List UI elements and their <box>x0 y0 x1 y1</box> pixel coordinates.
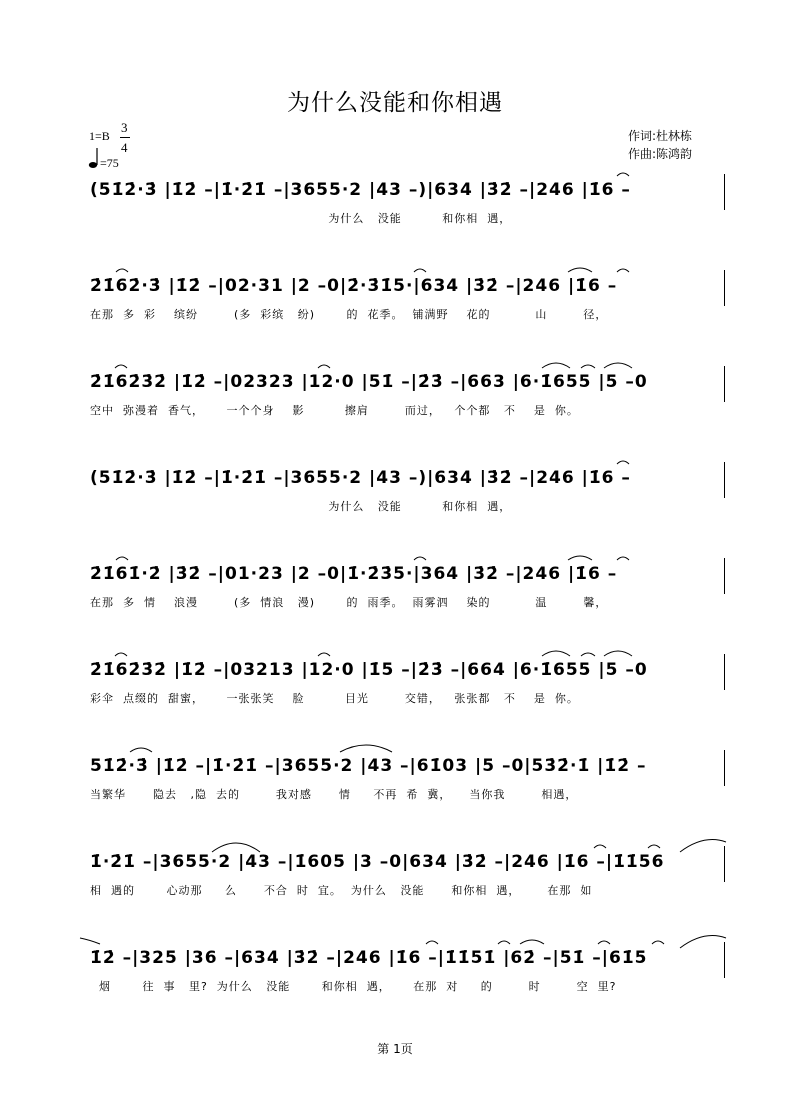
notation-line: 2̇1̇62̇3̇2̇ |1̇2̇ –|02323 |12·0 |51̇ –|2̇3̇ –|663 |6·1̇655 |5 –0 <box>90 372 648 392</box>
lyrics-line: 在那 多 彩 缤纷 (多 彩缤 纷) 的 花季。 铺满野 花的 山 径， <box>90 308 608 321</box>
lyricist-credit: 作词:杜林栋 <box>628 129 693 143</box>
lyrics-line: 烟 往 事 里? 为什么 没能 和你相 遇， 在那 对 的 时 空 里? <box>90 980 617 993</box>
lyrics-line: 为什么 没能 和你相 遇， <box>90 500 512 513</box>
notation-line: 2̇1̇62̇·3̇ |1̇2̇ –|02·31 |2 –0|2̇·3̇1̇5·|634 |3̇2̇ –|246 |1̇6 – <box>90 276 618 296</box>
final-barline <box>724 558 725 594</box>
final-barline <box>724 366 725 402</box>
lyrics-line: 当繁华 隐去 ,隐 去的 我对感 情 不再 希 冀， 当你我 相遇， <box>90 788 578 801</box>
time-signature-divider <box>120 137 130 138</box>
lyrics-line: 相 遇的 心动那 么 不合 时 宜。 为什么 没能 和你相 遇， 在那 如 <box>90 884 593 897</box>
lyrics-line: 为什么 没能 和你相 遇， <box>90 212 512 225</box>
lyrics-line: 空中 弥漫着 香气， 一个个身 影 擦肩 而过， 个个都 不 是 你。 <box>90 404 579 417</box>
staff-system <box>0 660 790 720</box>
notation-line: 1̇2̇ –|325 |36 –|634 |3̇2̇ –|246 |1̇6 –|1̇1̇51̇ |62̇ –|51̇ –|61̇5 <box>90 948 648 968</box>
staff-system <box>0 756 790 816</box>
final-barline <box>724 270 725 306</box>
composer-credit: 作曲:陈鸿韵 <box>628 147 693 161</box>
notation-line: 51̇2̇·3̇ |1̇2̇ –|1̇·2̇1̇ –|3655·2 |43 –|61̇03 |5 –0|53̇2̇·1̇ |1̇2̇ – <box>90 756 647 776</box>
notation-line: 2̇1̇61̇·2̇ |3̇2̇ –|01·23 |2 –0|1̇·2̇3̇5·|364 |3̇2̇ –|246 |1̇6 – <box>90 564 618 584</box>
staff-system <box>0 180 790 240</box>
staff-system <box>0 948 790 1008</box>
final-barline <box>724 174 725 210</box>
notation-line: 1̇·2̇1̇ –|3655·2 |43 –|1̇605 |3 –0|634 |3̇2̇ –|246 |1̇6 –|1̇1̇56 <box>90 852 665 872</box>
time-signature-bottom: 4 <box>121 140 128 155</box>
staff-system <box>0 852 790 912</box>
lyrics-line: 彩伞 点缀的 甜蜜， 一张张笑 脸 目光 交错， 张张都 不 是 你。 <box>90 692 579 705</box>
page-number: 第 1页 <box>377 1042 413 1056</box>
final-barline <box>724 462 725 498</box>
notation-line: 2̇1̇62̇3̇2̇ |1̇2̇ –|03213 |12·0 |1̇5 –|2̇3̇ –|664 |6·1̇655 |5 –0 <box>90 660 648 680</box>
staff-system <box>0 276 790 336</box>
time-signature-top: 3 <box>121 120 128 135</box>
lyrics-line: 在那 多 情 浪漫 (多 情浪 漫) 的 雨季。 雨雾泗 染的 温 馨， <box>90 596 608 609</box>
staff-system <box>0 564 790 624</box>
staff-system <box>0 372 790 432</box>
final-barline <box>724 846 725 882</box>
notation-line: (51̇2̇·3̇ |1̇2̇ –|1̇·2̇1̇ –|3655·2 |43 –)|634 |3̇2̇ –|246 |1̇6 – <box>90 468 631 488</box>
final-barline <box>724 654 725 690</box>
page-title: 为什么没能和你相遇 <box>287 90 503 116</box>
key-signature: 1=B <box>89 129 110 143</box>
tempo-marking: =75 <box>100 156 119 170</box>
notation-line: (51̇2̇·3̇ |1̇2̇ –|1̇·2̇1̇ –|3655·2 |43 –)|634 |3̇2̇ –|246 |1̇6 – <box>90 180 631 200</box>
staff-system <box>0 468 790 528</box>
final-barline <box>724 942 725 978</box>
final-barline <box>724 750 725 786</box>
